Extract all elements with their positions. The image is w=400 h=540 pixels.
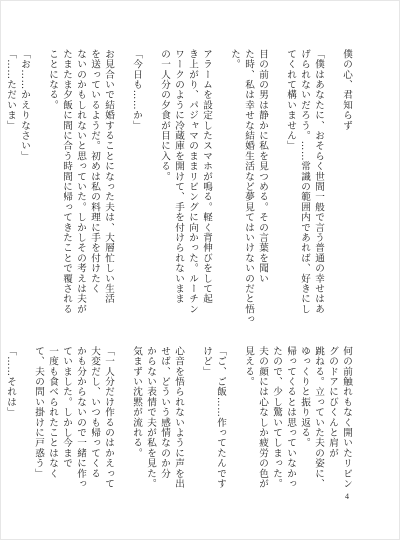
lower-text-block: 何の前触れもなく開いたリビングのドアにびくんと肩が 跳ねる。立っていた夫の姿に、ゆっくりと振り返る。 帰ってくるとは思っていなかったので、少し驚いてしまった。 夫の顔には心なしか疲労の色が見える。 「ご、ご飯……作ってたんですけど」 心音を悟られないように声を出せば、どういう感情なのか分 からない表情で夫が私を見た。気まずい沈黙が流れる。 「一人分だけ作るのはかえって大変だし、いつも帰ってくる かも分からないので一緒に作っていました。しかし今まで 一度も食べられたことはなくて、夫の問い掛けに戸惑う」 「……それは」 (5, 346, 352, 489)
upper-text-block: 僕の心、君知らず 「僕はあなたに、おそらく世間一般で言う普通の幸せはあ げられないだろう。……常識の範囲内であれば、好きにし てくれて構いません」 目の前の男は静かに私を見つめる。その言葉を聞い た時、私は幸せな結婚生活など夢見てはいけないのだと悟った。 アラームを設定したスマホが鳴る。軽く背伸びをして起 き上がり、パジャマのままリビングに向かった。ルーチン ワークのように冷蔵庫を開けて、手を付けられないまま の一人分の夕食が目に入る。 「今日も……か」 お見合いで結婚することになった夫は、大層忙しい生活 を送っているようだ。初めは私の料理に手を付けたく ないのかもしれないと思っていた。しかしその考えは夫が たまたま夕飯に間に合う時間に帰ってきたことで覆される ことになる。 「お……かえりなさい」 「……ただいま」 (5, 49, 352, 325)
page-number: 4 (345, 492, 349, 501)
